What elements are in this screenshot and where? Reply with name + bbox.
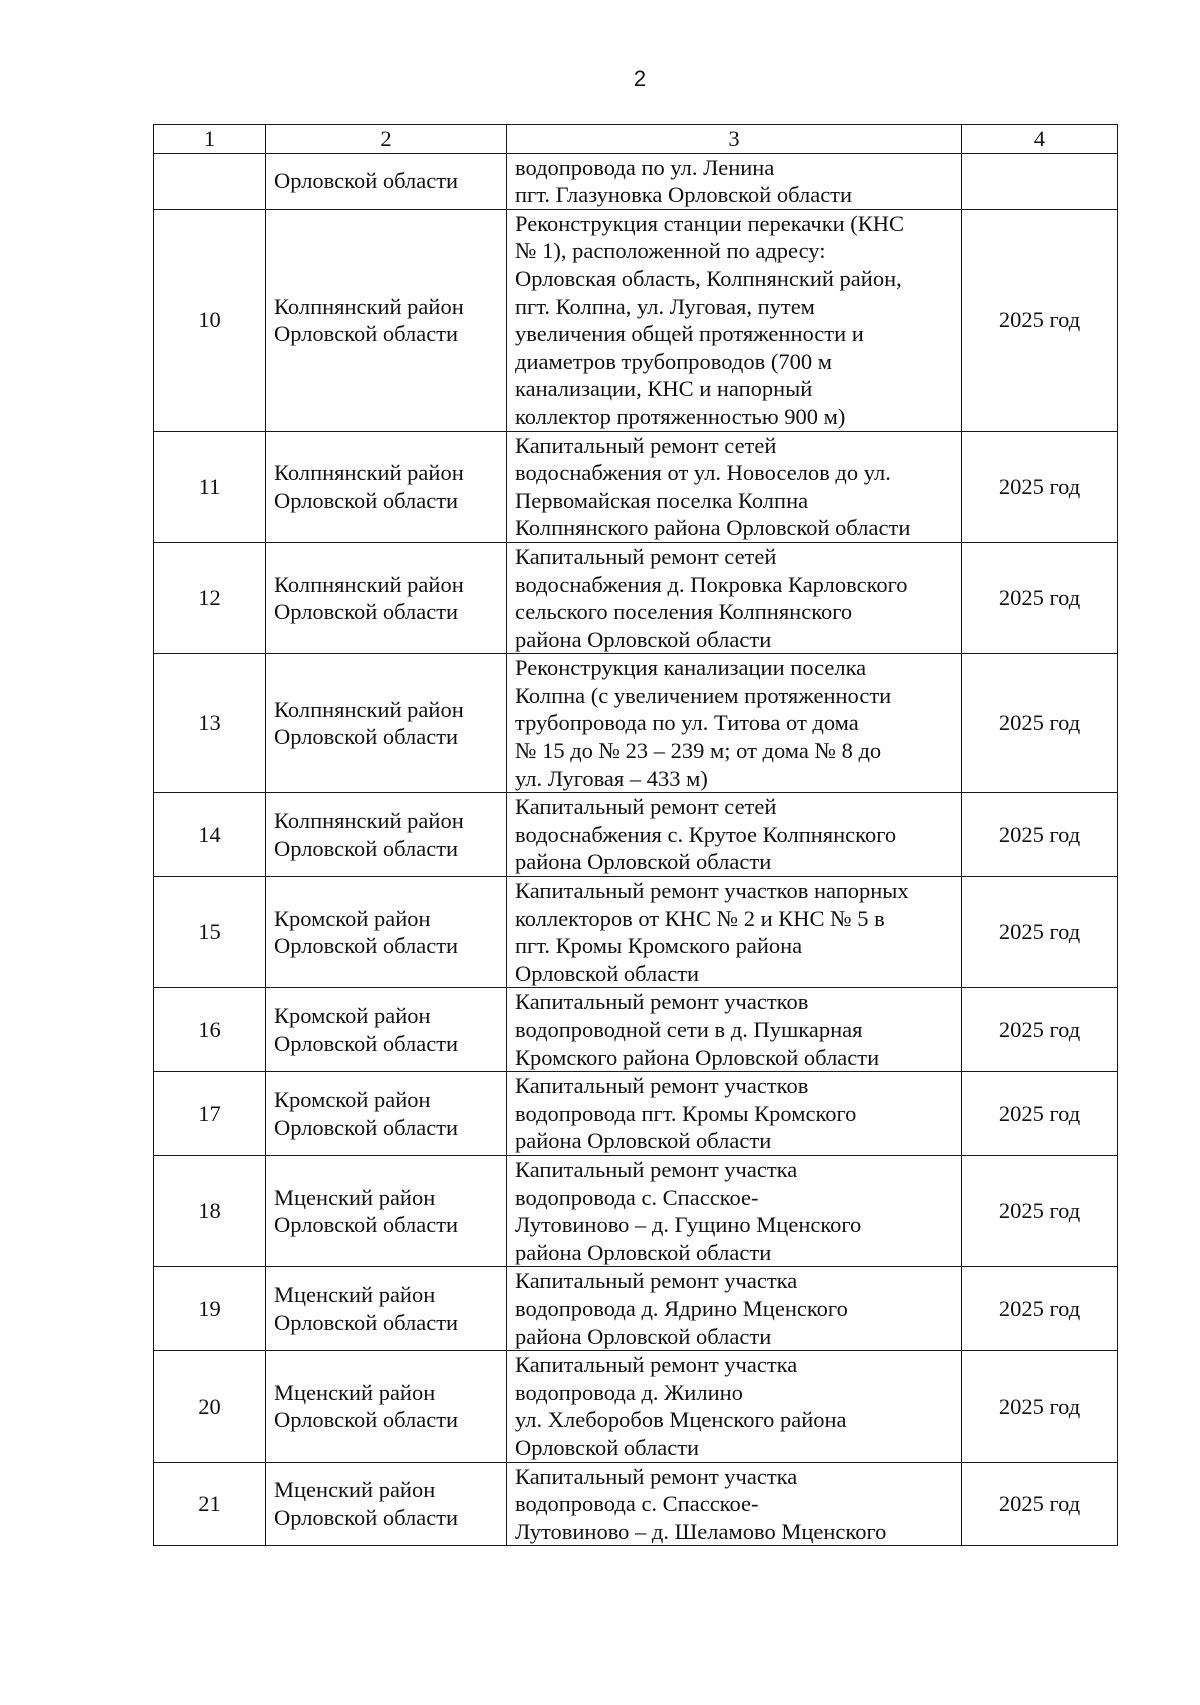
year-cell: 2025 год <box>962 1267 1118 1351</box>
description-line: пгт. Колпна, ул. Луговая, путем <box>515 293 815 319</box>
district-line: Мценский район <box>274 1184 436 1210</box>
district-line: Орловской области <box>274 1504 459 1530</box>
row-number-cell: 18 <box>154 1155 266 1266</box>
description-line: Лутовиново – д. Шеламово Мценского <box>515 1518 887 1544</box>
district-line: Орловской области <box>274 1407 459 1433</box>
district-line: Орловской области <box>274 487 459 513</box>
row-number-cell <box>154 153 266 209</box>
district-line: Кромской район <box>274 1003 431 1029</box>
column-header: 1 <box>154 125 266 154</box>
district-line: Орловской области <box>274 933 459 959</box>
district-line: Орловской области <box>274 724 459 750</box>
table-row <box>154 209 1118 431</box>
description-line: Реконструкция канализации поселка <box>515 655 867 681</box>
description-line: Первомайская поселка Колпна <box>515 487 809 513</box>
district-line: Колпнянский район <box>274 808 464 834</box>
column-header: 2 <box>266 125 507 154</box>
year-cell: 2025 год <box>962 793 1118 877</box>
row-number-cell: 13 <box>154 654 266 793</box>
description-cell <box>507 1462 962 1546</box>
year-cell: 2025 год <box>962 988 1118 1072</box>
description-line: водопровода д. Жилино <box>515 1379 743 1405</box>
district-line: Кромской район <box>274 905 431 931</box>
description-line: района Орловской области <box>515 1239 772 1265</box>
district-cell <box>266 153 507 209</box>
description-line: Орловская область, Колпнянский район, <box>515 265 902 291</box>
district-cell <box>266 1351 507 1462</box>
district-line: Орловской области <box>274 1212 459 1238</box>
row-number-cell: 16 <box>154 988 266 1072</box>
works-table <box>153 124 1118 1546</box>
table-row <box>154 988 1118 1072</box>
description-cell <box>507 431 962 542</box>
district-line: Орловской области <box>274 168 459 194</box>
description-line: пгт. Кромы Кромского района <box>515 933 803 959</box>
column-header: 4 <box>962 125 1118 154</box>
row-number-cell: 15 <box>154 877 266 988</box>
district-line: Колпнянский район <box>274 460 464 486</box>
description-line: водопровода пгт. Кромы Кромского <box>515 1100 857 1126</box>
description-line: Капитальный ремонт сетей <box>515 543 777 569</box>
description-line: Колпнянского района Орловской области <box>515 515 911 541</box>
district-cell <box>266 877 507 988</box>
district-line: Колпнянский район <box>274 571 464 597</box>
description-line: трубопровода по ул. Титова от дома <box>515 710 859 736</box>
district-cell <box>266 1155 507 1266</box>
description-line: Капитальный ремонт участка <box>515 1156 798 1182</box>
description-line: № 15 до № 23 – 239 м; от дома № 8 до <box>515 738 882 764</box>
table-row <box>154 793 1118 877</box>
year-cell <box>962 153 1118 209</box>
description-cell <box>507 654 962 793</box>
district-cell <box>266 793 507 877</box>
district-cell <box>266 542 507 653</box>
table-row <box>154 153 1118 209</box>
row-number-cell: 10 <box>154 209 266 431</box>
description-line: коллектор протяженностью 900 м) <box>515 403 846 429</box>
description-line: ул. Хлеборобов Мценского района <box>515 1407 847 1433</box>
district-cell <box>266 209 507 431</box>
table-row <box>154 1351 1118 1462</box>
row-number-cell: 17 <box>154 1072 266 1156</box>
description-line: водопровода с. Спасское- <box>515 1184 759 1210</box>
table-row <box>154 877 1118 988</box>
district-line: Орловской области <box>274 835 459 861</box>
row-number-cell: 20 <box>154 1351 266 1462</box>
description-line: Капитальный ремонт участка <box>515 1463 798 1489</box>
description-line: Реконструкция станции перекачки (КНС <box>515 210 905 236</box>
year-cell: 2025 год <box>962 1072 1118 1156</box>
table-header-row <box>154 125 1118 154</box>
year-cell: 2025 год <box>962 877 1118 988</box>
table-row <box>154 1267 1118 1351</box>
page-number: 2 <box>633 66 647 91</box>
description-line: Капитальный ремонт участков <box>515 1073 809 1099</box>
district-cell <box>266 1267 507 1351</box>
description-line: увеличения общей протяженности и <box>515 321 864 347</box>
district-line: Орловской области <box>274 1309 459 1335</box>
description-line: водопровода д. Ядрино Мценского <box>515 1295 848 1321</box>
column-header: 3 <box>507 125 962 154</box>
description-line: пгт. Глазуновка Орловской области <box>515 182 853 208</box>
district-line: Кромской район <box>274 1086 431 1112</box>
row-number-cell: 21 <box>154 1462 266 1546</box>
district-cell <box>266 431 507 542</box>
district-cell <box>266 654 507 793</box>
district-cell <box>266 1072 507 1156</box>
row-number-cell: 11 <box>154 431 266 542</box>
description-line: района Орловской области <box>515 1323 772 1349</box>
district-line: Мценский район <box>274 1477 436 1503</box>
row-number-cell: 14 <box>154 793 266 877</box>
description-cell <box>507 153 962 209</box>
table-row <box>154 654 1118 793</box>
year-cell: 2025 год <box>962 209 1118 431</box>
description-line: водоснабжения от ул. Новоселов до ул. <box>515 460 891 486</box>
table-row <box>154 1072 1118 1156</box>
description-line: района Орловской области <box>515 626 772 652</box>
table-row <box>154 431 1118 542</box>
row-number-cell: 19 <box>154 1267 266 1351</box>
year-cell: 2025 год <box>962 542 1118 653</box>
description-cell <box>507 1267 962 1351</box>
district-line: Орловской области <box>274 321 459 347</box>
description-cell <box>507 1155 962 1266</box>
row-number-cell: 12 <box>154 542 266 653</box>
description-line: водопровода по ул. Ленина <box>515 154 775 180</box>
year-cell: 2025 год <box>962 1155 1118 1266</box>
description-line: водопроводной сети в д. Пушкарная <box>515 1017 863 1042</box>
description-cell <box>507 542 962 653</box>
description-line: Кромского района Орловской области <box>515 1044 880 1070</box>
description-line: сельского поселения Колпнянского <box>515 599 853 625</box>
district-line: Мценский район <box>274 1282 436 1308</box>
description-line: Капитальный ремонт участка <box>515 1352 798 1378</box>
year-cell: 2025 год <box>962 1462 1118 1546</box>
district-line: Колпнянский район <box>274 696 464 722</box>
description-line: Орловской области <box>515 1434 700 1460</box>
district-cell <box>266 988 507 1072</box>
table-row <box>154 1462 1118 1546</box>
description-line: канализации, КНС и напорный <box>515 376 813 402</box>
description-cell <box>507 877 962 988</box>
description-cell <box>507 209 962 431</box>
district-cell <box>266 1462 507 1546</box>
district-line: Мценский район <box>274 1379 436 1405</box>
description-line: Капитальный ремонт сетей <box>515 432 777 458</box>
description-line: Капитальный ремонт участка <box>515 1268 798 1294</box>
description-line: Орловской области <box>515 960 700 986</box>
description-cell <box>507 793 962 877</box>
table-row <box>154 542 1118 653</box>
description-line: водоснабжения с. Крутое Колпнянского <box>515 821 897 847</box>
year-cell: 2025 год <box>962 654 1118 793</box>
description-line: Капитальный ремонт сетей <box>515 794 777 820</box>
description-line: Капитальный ремонт участков <box>515 989 809 1015</box>
description-line: Лутовиново – д. Гущино Мценского <box>515 1212 862 1238</box>
district-line: Орловской области <box>274 599 459 625</box>
description-line: диаметров трубопроводов (700 м <box>515 348 832 374</box>
description-line: водоснабжения д. Покровка Карловского <box>515 571 908 597</box>
description-line: Колпна (с увеличением протяженности <box>515 682 892 708</box>
description-cell <box>507 1351 962 1462</box>
district-line: Орловской области <box>274 1030 459 1056</box>
description-cell <box>507 1072 962 1156</box>
table-body <box>154 125 1118 1546</box>
description-cell <box>507 988 962 1072</box>
year-cell: 2025 год <box>962 431 1118 542</box>
description-line: района Орловской области <box>515 849 772 875</box>
description-line: ул. Луговая – 433 м) <box>515 765 708 791</box>
description-line: водопровода с. Спасское- <box>515 1491 759 1517</box>
district-line: Колпнянский район <box>274 293 464 319</box>
description-line: № 1), расположенной по адресу: <box>515 238 826 264</box>
district-line: Орловской области <box>274 1114 459 1140</box>
year-cell: 2025 год <box>962 1351 1118 1462</box>
description-line: района Орловской области <box>515 1128 772 1154</box>
description-line: коллекторов от КНС № 2 и КНС № 5 в <box>515 905 885 931</box>
table-row <box>154 1155 1118 1266</box>
description-line: Капитальный ремонт участков напорных <box>515 878 909 904</box>
